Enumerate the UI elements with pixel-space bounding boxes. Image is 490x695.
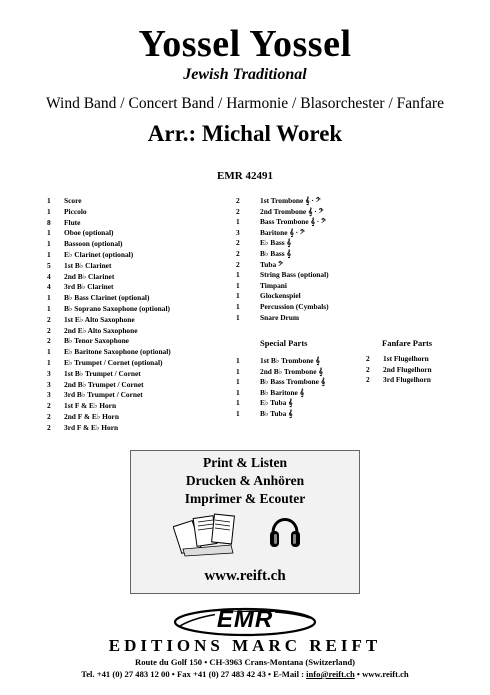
part-name: 3rd Flugelhorn <box>383 375 431 385</box>
part-name: 1st F & E♭ Horn <box>64 401 117 411</box>
part-name: Score <box>64 196 82 205</box>
part-quantity: 1 <box>47 196 51 205</box>
special-parts-heading: Special Parts <box>260 338 308 348</box>
part-quantity: 1 <box>47 239 51 249</box>
part-name: Percussion (Cymbals) <box>260 302 329 311</box>
part-quantity: 2 <box>47 314 51 324</box>
part-name: 1st E♭ Alto Saxophone <box>64 314 135 324</box>
part-name: 2nd B♭ Clarinet <box>64 271 115 281</box>
part-quantity: 3 <box>47 379 51 389</box>
part-name: B♭ Bass Clarinet (optional) <box>64 293 150 303</box>
part-quantity: 2 <box>236 249 240 258</box>
part-name: B♭ Soprano Saxophone (optional) <box>64 304 170 313</box>
part-name: 3rd B♭ Trumpet / Cornet <box>64 390 143 400</box>
part-quantity: 1 <box>236 291 240 301</box>
part-name: Bass Trombone 𝄞 · 𝄢 <box>260 217 326 227</box>
contacts-phone-fax: Tel. +41 (0) 27 483 12 00 • Fax +41 (0) 27 483 42 43 • E-Mail : <box>81 669 307 679</box>
part-quantity: 1 <box>236 270 240 280</box>
part-quantity: 1 <box>236 280 240 290</box>
part-name: Glockenspiel <box>260 291 301 301</box>
part-name: 3rd F & E♭ Horn <box>64 422 119 432</box>
part-quantity: 1 <box>47 293 51 303</box>
part-name: Timpani <box>260 280 287 290</box>
part-quantity: 1 <box>236 377 240 387</box>
part-name: 2nd F & E♭ Horn <box>64 412 119 421</box>
part-quantity: 3 <box>47 390 51 400</box>
part-quantity: 1 <box>236 366 240 376</box>
sheet-music-icon <box>173 509 241 557</box>
part-name: B♭ Baritone 𝄞 <box>260 387 304 397</box>
special-parts-list <box>236 356 376 426</box>
part-name: B♭ Tuba 𝄞 <box>260 409 293 418</box>
part-name: 1st B♭ Clarinet <box>64 260 112 270</box>
part-quantity: 2 <box>236 206 240 216</box>
part-quantity: 1 <box>47 250 51 259</box>
promo-line-english: Print & Listen <box>203 455 287 470</box>
part-quantity: 3 <box>236 227 240 237</box>
ensemble-types: Wind Band / Concert Band / Harmonie / Blasorchester / Fanfare <box>46 95 444 112</box>
part-name: String Bass (optional) <box>260 270 329 280</box>
part-name: 2nd B♭ Trombone 𝄞 <box>260 366 323 376</box>
publisher-contacts <box>0 669 490 679</box>
part-quantity: 1 <box>47 347 51 357</box>
part-quantity: 1 <box>236 217 240 227</box>
title: Yossel Yossel <box>138 23 352 65</box>
part-quantity: 1 <box>236 312 240 322</box>
part-name: Bassoon (optional) <box>64 239 123 249</box>
part-quantity: 2 <box>366 354 370 363</box>
part-quantity: 1 <box>236 409 240 418</box>
part-quantity: 1 <box>236 387 240 397</box>
part-name: E♭ Baritone Saxophone (optional) <box>64 347 171 357</box>
promo-line-french: Imprimer & Ecouter <box>184 491 306 506</box>
part-quantity: 2 <box>236 259 240 269</box>
promo-line-german: Drucken & Anhören <box>185 473 305 488</box>
subtitle: Jewish Traditional <box>183 66 307 83</box>
part-name: 1st Flugelhorn <box>383 354 429 363</box>
part-name: B♭ Bass 𝄞 <box>260 249 291 258</box>
parts-list-main <box>47 196 237 436</box>
part-name: Flute <box>64 217 81 227</box>
publisher-name: EDITIONS MARC REIFT <box>108 636 382 655</box>
part-quantity: 4 <box>47 282 51 292</box>
part-quantity: 2 <box>236 238 240 248</box>
part-quantity: 1 <box>47 206 51 216</box>
part-quantity: 1 <box>47 304 51 313</box>
part-quantity: 4 <box>47 271 51 281</box>
arranger: Arr.: Michal Worek <box>147 121 343 146</box>
part-quantity: 2 <box>366 364 370 374</box>
part-name: Piccolo <box>64 206 87 216</box>
publisher-address: Route du Golf 150 • CH-3963 Crans-Montana (Switzerland) <box>135 657 355 667</box>
part-quantity: 2 <box>47 412 51 421</box>
part-name: 2nd Flugelhorn <box>383 364 432 374</box>
part-name: 1st B♭ Trumpet / Cornet <box>64 368 141 378</box>
part-quantity: 1 <box>47 358 51 367</box>
part-name: E♭ Tuba 𝄞 <box>260 398 293 408</box>
part-name: 1st B♭ Trombone 𝄞 <box>260 356 320 365</box>
parts-list-brass-percussion <box>236 196 426 326</box>
part-quantity: 3 <box>47 368 51 378</box>
part-name: Oboe (optional) <box>64 228 114 238</box>
part-name: E♭ Trumpet / Cornet (optional) <box>64 358 163 367</box>
part-quantity: 2 <box>47 422 51 432</box>
part-quantity: 1 <box>236 398 240 408</box>
email-link[interactable]: info@reift.ch <box>306 669 355 679</box>
part-name: Baritone 𝄞 · 𝄢 <box>260 227 305 237</box>
fanfare-parts-list <box>366 354 476 394</box>
part-quantity: 1 <box>47 228 51 238</box>
part-quantity: 8 <box>47 217 51 227</box>
fanfare-parts-heading: Fanfare Parts <box>382 338 433 348</box>
part-name: Tuba 𝄢 <box>260 259 283 269</box>
part-name: 2nd B♭ Trumpet / Cornet <box>64 379 144 389</box>
part-quantity: 1 <box>236 356 240 365</box>
headphones-icon <box>269 507 301 557</box>
promo-url[interactable]: www.reift.ch <box>204 568 286 584</box>
contacts-website: • www.reift.ch <box>354 669 409 679</box>
part-quantity: 2 <box>47 336 51 346</box>
print-listen-promo <box>130 450 360 594</box>
logo-mark: EMR <box>216 606 274 633</box>
part-name: 2nd Trombone 𝄞 · 𝄢 <box>260 206 324 216</box>
part-quantity: 2 <box>236 196 240 205</box>
part-name: B♭ Tenor Saxophone <box>64 336 129 346</box>
part-quantity: 1 <box>236 302 240 311</box>
part-name: E♭ Clarinet (optional) <box>64 250 134 259</box>
edition-number: EMR 42491 <box>217 170 273 182</box>
part-name: B♭ Bass Trombone 𝄞 <box>260 377 326 387</box>
part-quantity: 5 <box>47 260 51 270</box>
part-name: 3rd B♭ Clarinet <box>64 282 114 292</box>
part-quantity: 2 <box>366 375 370 385</box>
part-name: 2nd E♭ Alto Saxophone <box>64 325 138 335</box>
part-name: E♭ Bass 𝄞 <box>260 238 291 248</box>
part-quantity: 2 <box>47 325 51 335</box>
part-quantity: 2 <box>47 401 51 411</box>
part-name: 1st Trombone 𝄞 · 𝄢 <box>260 196 321 205</box>
part-name: Snare Drum <box>260 312 300 322</box>
